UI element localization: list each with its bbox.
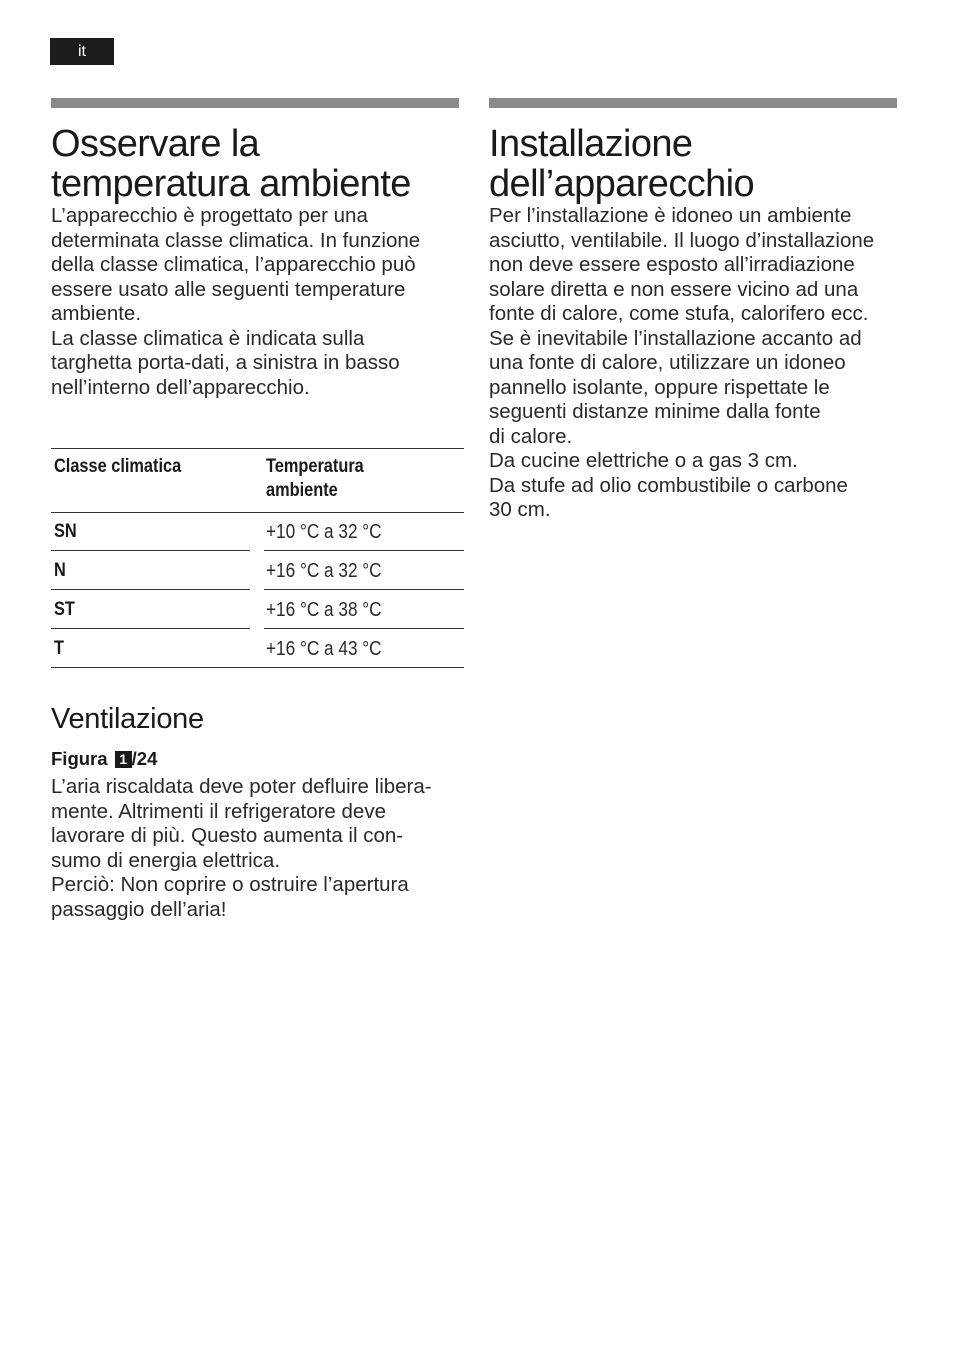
title-line: dell’apparecchio: [489, 163, 755, 205]
text-line: Da cucine elettriche o a gas 3 cm.: [489, 449, 798, 472]
header-line: Temperatura: [266, 456, 364, 477]
text-line: 30 cm.: [489, 498, 551, 521]
cell-class: T: [51, 630, 464, 668]
cell-temperature: +16 °C a 32 °C: [264, 552, 464, 590]
table-row: [51, 591, 464, 630]
text-line: La classe climatica è indicata sulla: [51, 326, 365, 350]
left-column: [51, 98, 463, 400]
header-temperatura-ambiente: [266, 455, 438, 503]
paragraph-targhetta: [51, 327, 463, 401]
right-column: [489, 98, 901, 523]
cell-class: N: [51, 552, 250, 590]
table-row: [51, 513, 464, 552]
text-line: una fonte di calore, utilizzare un idoneo: [489, 351, 846, 374]
text-line: solare diretta e non essere vicino ad una: [489, 277, 859, 301]
text-line: Da stufe ad olio combustibile o carbone: [489, 473, 848, 497]
cell-class: ST: [51, 591, 250, 629]
section-rule: [51, 98, 459, 108]
text-line: L’aria riscaldata deve poter defluire libera-: [51, 775, 432, 798]
figure-suffix: /24: [131, 748, 158, 769]
paragraph-classe-climatica: [51, 204, 463, 327]
text-line: della classe climatica, l’apparecchio può: [51, 253, 416, 276]
climate-class-table: [51, 448, 464, 669]
text-line: pannello isolante, oppure rispettate le: [489, 375, 830, 399]
figure-number-box: 1: [115, 751, 132, 768]
cell-temperature: +16 °C a 38 °C: [264, 591, 464, 629]
title-line: Installazione: [489, 123, 693, 165]
figure-prefix: Figura: [51, 748, 108, 769]
figure-reference: [51, 748, 463, 770]
paragraph-ventilazione: [51, 775, 463, 922]
paragraph-installazione: [489, 204, 901, 449]
text-line: ambiente.: [51, 302, 142, 325]
text-line: Se è inevitabile l’installazione accanto ad: [489, 326, 862, 350]
language-badge: it: [50, 38, 114, 65]
text-line: asciutto, ventilabile. Il luogo d’installazione: [489, 228, 875, 252]
section-rule: [489, 98, 897, 108]
header-line: ambiente: [266, 480, 338, 501]
section-title-installazione: [489, 124, 901, 204]
text-line: seguenti distanze minime dalla fonte: [489, 400, 821, 423]
text-line: sumo di energia elettrica.: [51, 848, 281, 872]
section-title-ventilazione: Ventilazione: [51, 703, 204, 735]
cell-temperature: +16 °C a 43 °C: [266, 638, 382, 660]
title-line: temperatura ambiente: [51, 163, 411, 205]
cell-temperature: +10 °C a 32 °C: [264, 513, 464, 551]
text-line: targhetta porta-dati, a sinistra in basso: [51, 351, 400, 374]
title-line: Osservare la: [51, 123, 260, 165]
table-row: [51, 630, 464, 669]
text-line: lavorare di più. Questo aumenta il con-: [51, 824, 404, 847]
table-header: [51, 449, 464, 513]
text-line: di calore.: [489, 424, 573, 448]
paragraph-distanze: [489, 449, 901, 523]
text-line: non deve essere esposto all’irradiazione: [489, 253, 855, 276]
text-line: determinata classe climatica. In funzione: [51, 228, 421, 252]
text-line: mente. Altrimenti il refrigeratore deve: [51, 799, 386, 823]
section-ventilazione: [51, 702, 463, 922]
table-row: [51, 552, 464, 591]
text-line: fonte di calore, come stufa, calorifero ecc.: [489, 302, 869, 325]
text-line: nell’interno dell’apparecchio.: [51, 375, 310, 399]
header-classe-climatica: Classe climatica: [54, 456, 182, 477]
cell-class: SN: [51, 513, 250, 551]
text-line: passaggio dell’aria!: [51, 897, 227, 921]
text-line: Per l’installazione è idoneo un ambiente: [489, 204, 852, 227]
text-line: essere usato alle seguenti temperature: [51, 277, 406, 301]
section-title-temperatura: [51, 124, 463, 204]
text-line: L’apparecchio è progettato per una: [51, 204, 368, 227]
text-line: Perciò: Non coprire o ostruire l’apertura: [51, 873, 409, 896]
